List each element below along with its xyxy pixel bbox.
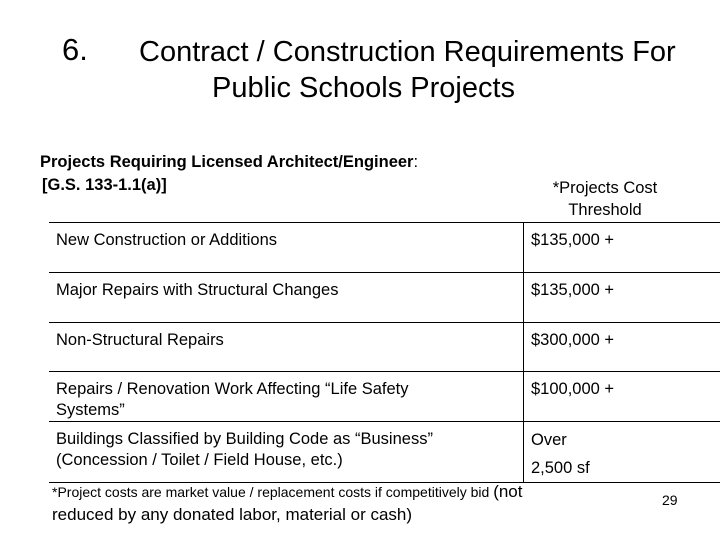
page-number: 29: [662, 492, 678, 508]
footnote-line-2: reduced by any donated labor, material or cash): [52, 505, 413, 524]
section-number: 6.: [62, 32, 88, 67]
left-column-header: [40, 151, 418, 197]
cost-line-2: 2,500 sf: [531, 459, 590, 477]
cost-threshold-header: [520, 177, 690, 221]
cost-line-1: Over: [531, 431, 567, 449]
project-type-cell: New Construction or Additions: [49, 223, 524, 273]
cost-threshold-cell: $135,000 +: [524, 223, 720, 273]
title-line-2: Public Schools Projects: [212, 72, 516, 104]
project-type-line-1: Buildings Classified by Building Code as “Business”: [56, 430, 433, 448]
title-line-1: Contract / Construction Requirements For: [139, 36, 676, 68]
project-type-cell: Major Repairs with Structural Changes: [49, 273, 524, 323]
statute-reference: [G.S. 133-1.1(a)]: [42, 176, 167, 194]
footnote: [52, 480, 522, 527]
project-type-cell: Non-Structural Repairs: [49, 323, 524, 372]
footnote-text-continued: (not: [493, 482, 523, 501]
requirements-table: [49, 222, 720, 483]
cost-threshold-cell: $300,000 +: [524, 323, 720, 372]
project-type-cell: [49, 422, 524, 483]
footnote-text: *Project costs are market value / replacement costs if competitively bid: [52, 484, 490, 500]
cost-threshold-cell: $100,000 +: [524, 372, 720, 422]
table-row: [49, 273, 720, 323]
project-type-line-1: Repairs / Renovation Work Affecting “Life Safety: [56, 380, 409, 398]
project-type-line-2: (Concession / Toilet / Field House, etc.): [56, 451, 343, 469]
left-header-bold: Projects Requiring Licensed Architect/Engineer: [40, 153, 414, 171]
cost-threshold-cell: $135,000 +: [524, 273, 720, 323]
table-row: [49, 223, 720, 273]
table-row: [49, 323, 720, 372]
cost-threshold-cell: [524, 422, 720, 483]
table-row: [49, 422, 720, 483]
cost-header-line-2: Threshold: [568, 201, 642, 219]
cost-header-line-1: *Projects Cost: [552, 179, 658, 197]
table-row: [49, 372, 720, 422]
left-header-colon: :: [413, 153, 419, 171]
project-type-line-2: Systems”: [56, 401, 125, 419]
project-type-cell: [49, 372, 524, 422]
